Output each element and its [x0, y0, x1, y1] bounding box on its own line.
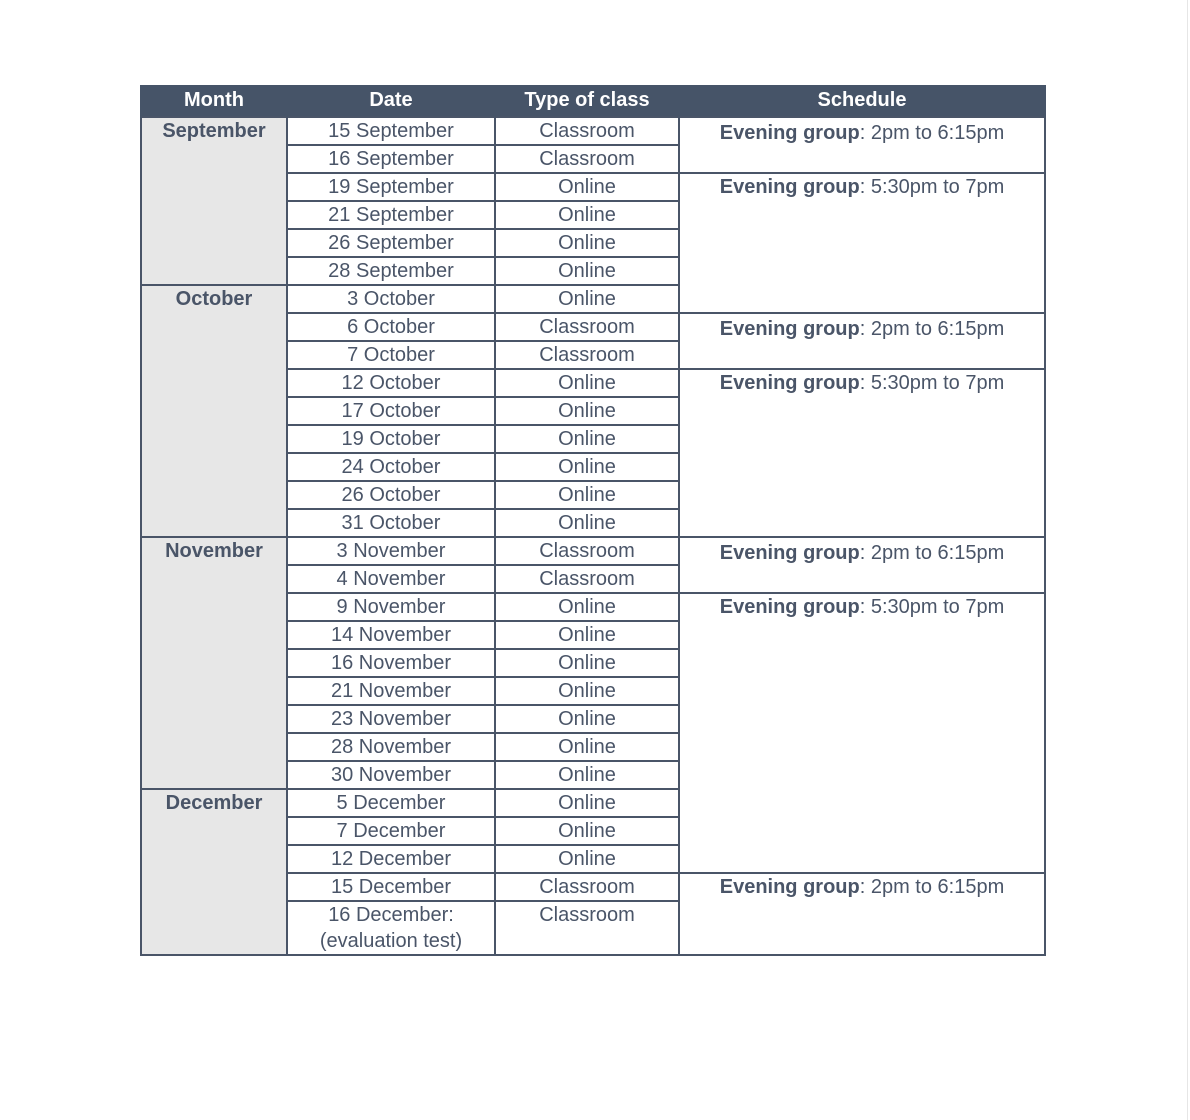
type-cell: Online [495, 425, 679, 453]
date-cell: 12 December [287, 845, 495, 873]
header-date: Date [287, 85, 495, 117]
schedule-time: : 2pm to 6:15pm [859, 876, 1005, 898]
header-type: Type of class [495, 85, 679, 117]
type-cell: Classroom [495, 565, 679, 593]
type-cell: Classroom [495, 341, 679, 369]
date-cell: 26 September [287, 229, 495, 257]
class-schedule-table [140, 85, 1046, 956]
date-cell: 30 November [287, 761, 495, 789]
header-month: Month [141, 85, 287, 117]
date-cell: 3 November [287, 537, 495, 565]
schedule-label: Evening group [719, 372, 860, 394]
schedule-label: Evening group [719, 542, 860, 564]
date-cell: 21 November [287, 677, 495, 705]
date-cell: 16 November [287, 649, 495, 677]
type-cell: Classroom [495, 145, 679, 173]
date-cell: 19 October [287, 425, 495, 453]
type-cell: Online [495, 789, 679, 817]
date-cell: 15 September [287, 117, 495, 145]
schedule-time: : 2pm to 6:15pm [859, 542, 1005, 564]
date-cell: 7 October [287, 341, 495, 369]
date-cell: 14 November [287, 621, 495, 649]
date-cell: 21 September [287, 201, 495, 229]
schedule-time: : 5:30pm to 7pm [859, 176, 1005, 198]
type-cell: Classroom [495, 117, 679, 145]
type-cell: Classroom [495, 873, 679, 901]
type-cell: Classroom [495, 901, 679, 955]
schedule-cell [679, 537, 1045, 593]
schedule-cell [679, 593, 1045, 873]
type-cell: Online [495, 677, 679, 705]
type-cell: Online [495, 369, 679, 397]
type-cell: Online [495, 481, 679, 509]
schedule-time: : 5:30pm to 7pm [859, 372, 1005, 394]
schedule-cell [679, 369, 1045, 537]
date-cell: 5 December [287, 789, 495, 817]
page-edge-line [1187, 0, 1188, 1120]
date-cell: 31 October [287, 509, 495, 537]
schedule-label: Evening group [719, 122, 860, 144]
date-cell [287, 901, 495, 955]
date-cell: 28 November [287, 733, 495, 761]
type-cell: Online [495, 285, 679, 313]
type-cell: Online [495, 509, 679, 537]
month-december: December [141, 789, 287, 955]
date-cell: 6 October [287, 313, 495, 341]
schedule-cell [679, 873, 1045, 955]
date-line-2: (evaluation test) [319, 930, 463, 952]
date-cell: 24 October [287, 453, 495, 481]
type-cell: Online [495, 817, 679, 845]
type-cell: Online [495, 257, 679, 285]
table-row [141, 117, 1045, 145]
date-cell: 17 October [287, 397, 495, 425]
schedule-time: : 2pm to 6:15pm [859, 122, 1005, 144]
date-cell: 19 September [287, 173, 495, 201]
schedule-time: : 2pm to 6:15pm [859, 318, 1005, 340]
date-cell: 28 September [287, 257, 495, 285]
date-cell: 12 October [287, 369, 495, 397]
month-september: September [141, 117, 287, 285]
schedule-label: Evening group [719, 318, 860, 340]
type-cell: Online [495, 201, 679, 229]
month-november: November [141, 537, 287, 789]
date-cell: 9 November [287, 593, 495, 621]
date-cell: 3 October [287, 285, 495, 313]
date-cell: 16 September [287, 145, 495, 173]
type-cell: Classroom [495, 537, 679, 565]
type-cell: Online [495, 173, 679, 201]
schedule-cell [679, 173, 1045, 313]
table-row [141, 537, 1045, 565]
type-cell: Online [495, 733, 679, 761]
schedule-label: Evening group [719, 876, 860, 898]
schedule-cell [679, 313, 1045, 369]
schedule-time: : 5:30pm to 7pm [859, 596, 1005, 618]
type-cell: Online [495, 593, 679, 621]
date-cell: 23 November [287, 705, 495, 733]
type-cell: Online [495, 761, 679, 789]
type-cell: Online [495, 845, 679, 873]
type-cell: Online [495, 397, 679, 425]
date-cell: 26 October [287, 481, 495, 509]
header-schedule: Schedule [679, 85, 1045, 117]
type-cell: Online [495, 705, 679, 733]
month-october: October [141, 285, 287, 537]
schedule-label: Evening group [719, 176, 860, 198]
date-cell: 7 December [287, 817, 495, 845]
type-cell: Online [495, 453, 679, 481]
date-line-1: 16 December: [328, 904, 454, 926]
type-cell: Classroom [495, 313, 679, 341]
header-row [141, 85, 1045, 117]
schedule-label: Evening group [719, 596, 860, 618]
schedule-cell [679, 117, 1045, 173]
type-cell: Online [495, 649, 679, 677]
date-cell: 4 November [287, 565, 495, 593]
type-cell: Online [495, 229, 679, 257]
type-cell: Online [495, 621, 679, 649]
date-cell: 15 December [287, 873, 495, 901]
